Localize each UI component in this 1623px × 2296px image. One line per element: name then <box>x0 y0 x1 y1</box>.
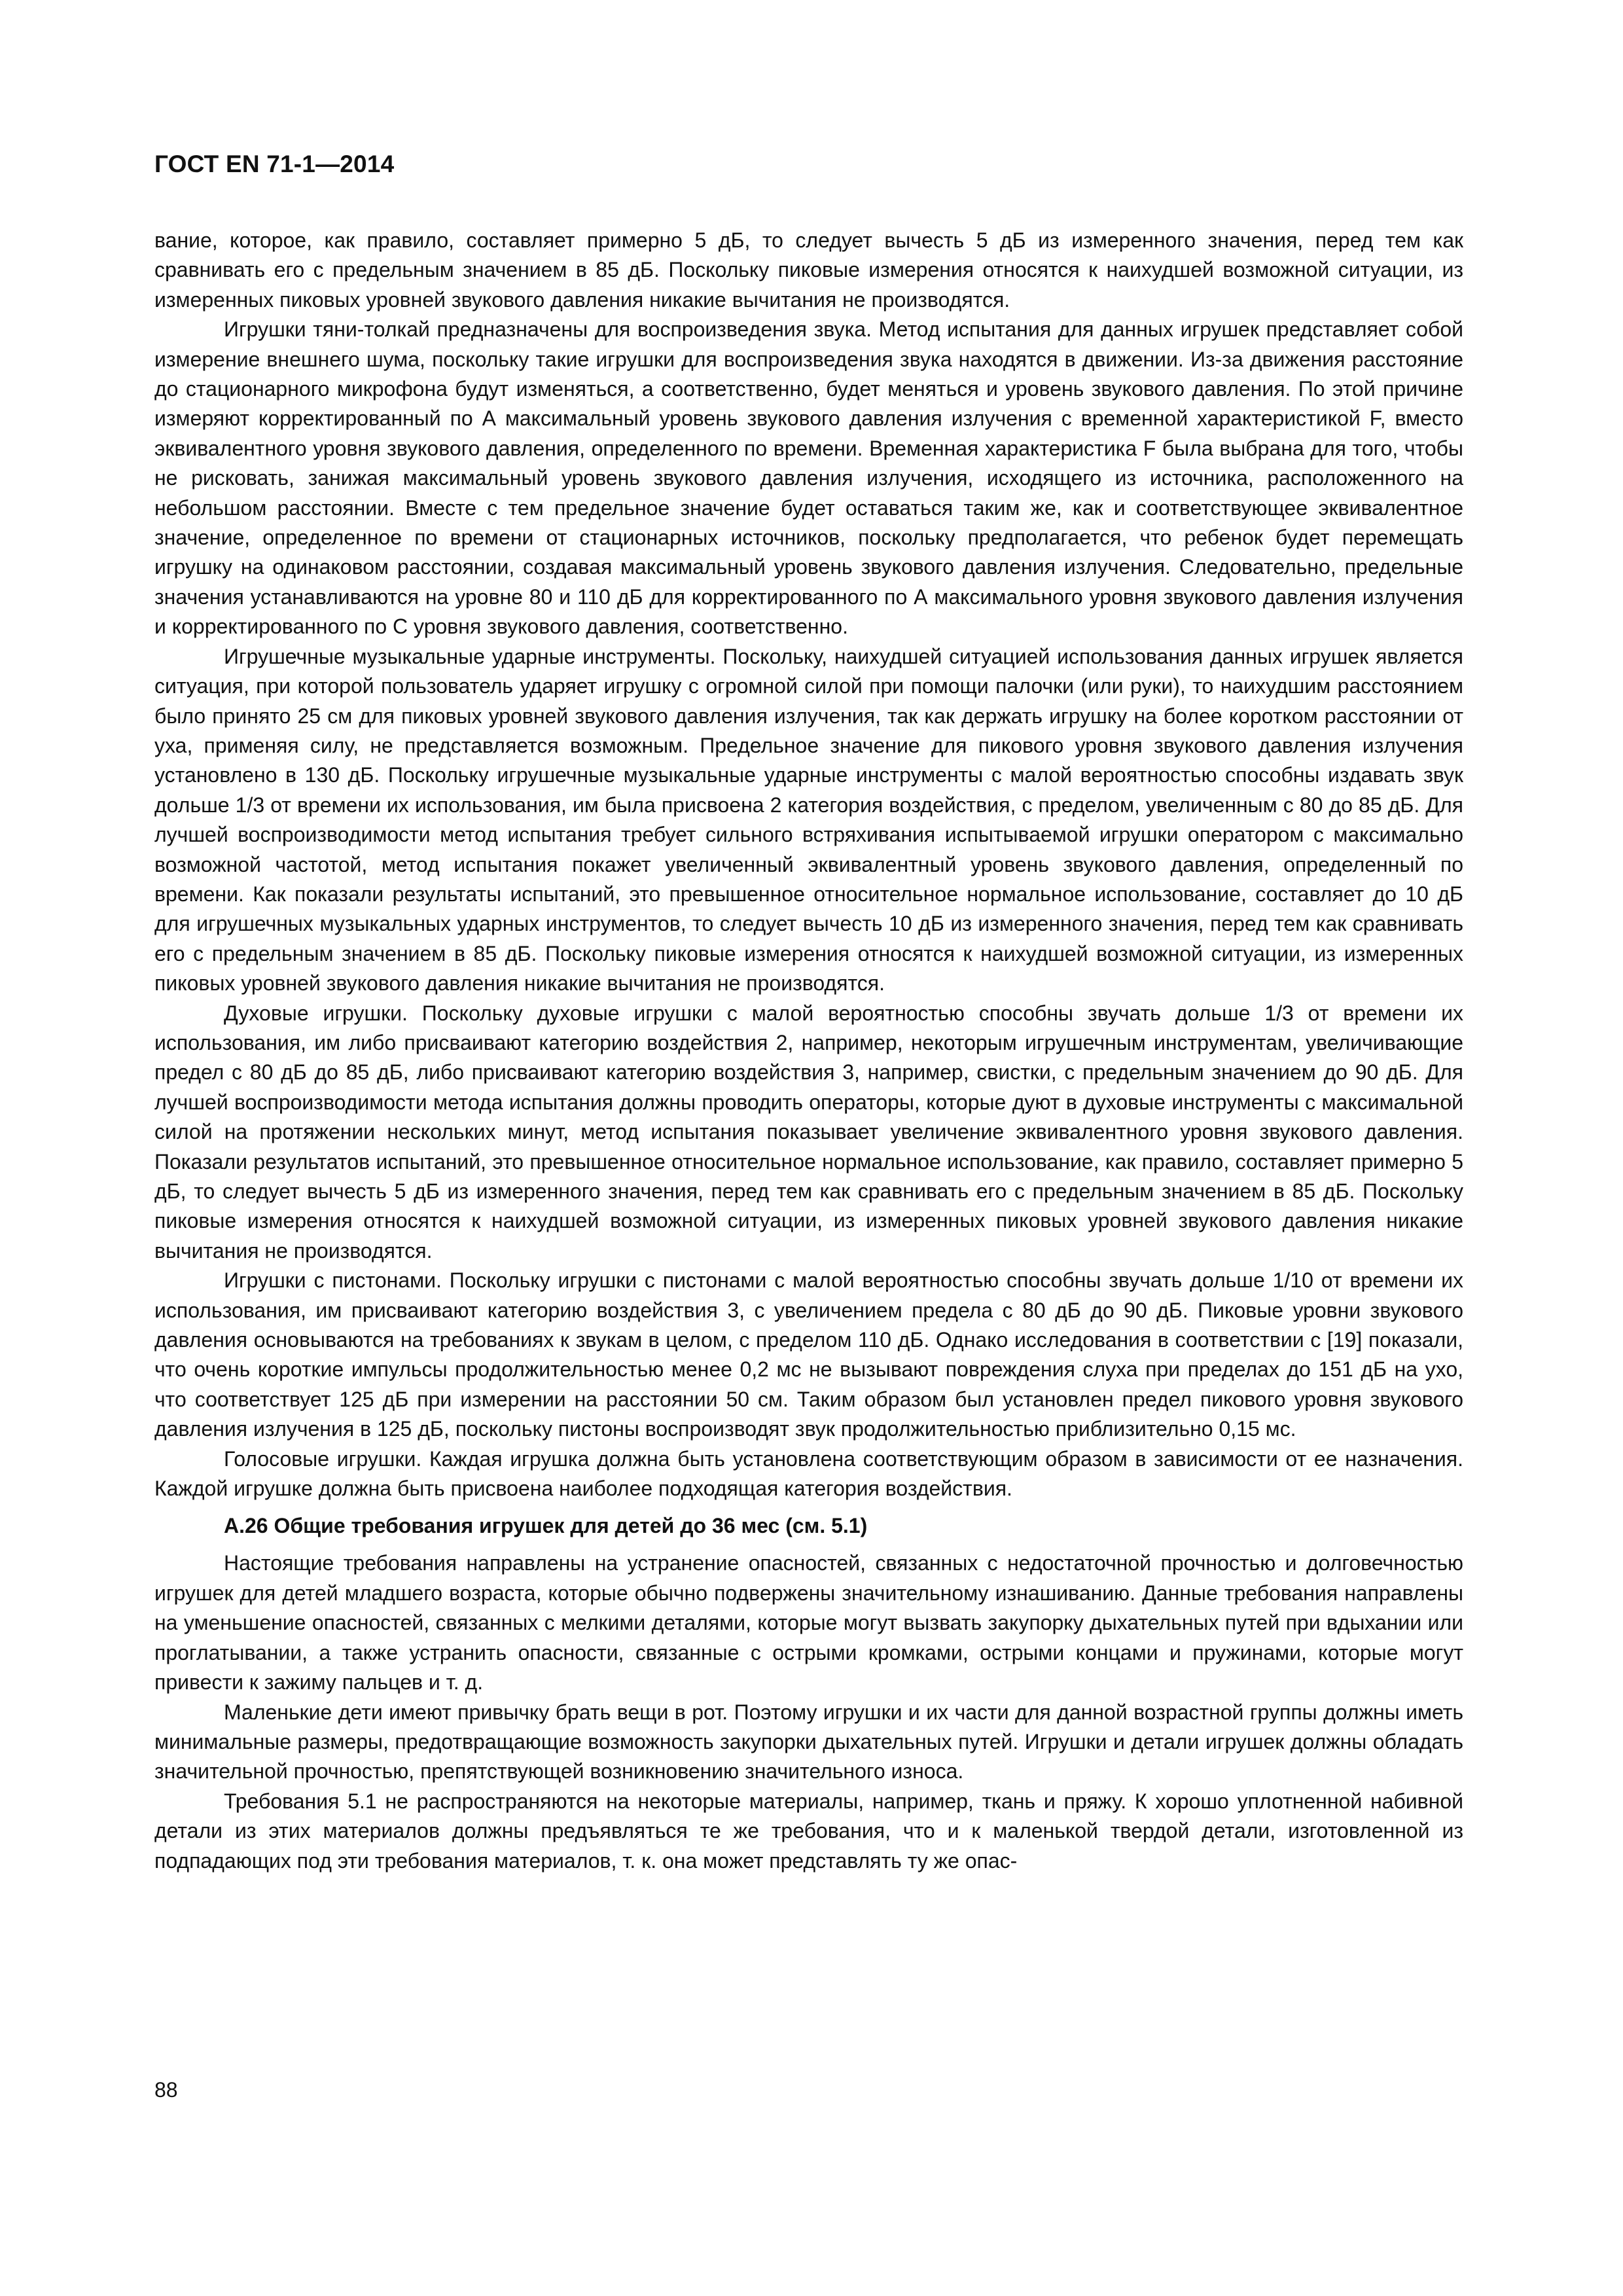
paragraph: Игрушки с пистонами. Поскольку игрушки с пистонами с малой вероятностью способны звучать дольше 1/10 от времени их использования, им присваивают категорию воздействия 3, с увеличением предела с 80 дБ до 90 дБ. Пиковые уровни звукового давления основываются на требованиях к звукам в целом, с пределом 110 дБ. Однако исследования в соответствии с [19] показали, что очень короткие импульсы продолжительностью менее 0,2 мс не вызывают повреждения слуха при пределах до 151 дБ на ухо, что соответствует 125 дБ при измерении на расстоянии 50 см. Таким образом был установлен предел пикового уровня звукового давления излучения в 125 дБ, поскольку пистоны воспроизводят звук продолжительностью приблизительно 0,15 мс. <box>154 1268 1463 1441</box>
section-heading: А.26 Общие требования игрушек для детей до 36 мес (см. 5.1) <box>224 1514 868 1538</box>
paragraph: Требования 5.1 не распространяются на некоторые материалы, например, ткань и пряжу. К хорошо уплотненной набивной детали из этих материалов должны предъявляться те же требования, что и к маленькой твердой детали, изготовленной из подпадающих под эти требования материалов, т. к. она может представлять ту же опас- <box>154 1789 1463 1873</box>
paragraph: Голосовые игрушки. Каждая игрушка должна быть установлена соответствующим образом в зависимости от ее назначения. Каждой игрушке должна быть присвоена наиболее подходящая категория воздействия. <box>154 1446 1463 1501</box>
paragraph: Игрушки тяни-толкай предназначены для воспроизведения звука. Метод испытания для данных игрушек представляет собой измерение внешнего шума, поскольку такие игрушки для воспроизведения звука находятся в движении. Из-за движения расстояние до стационарного микрофона будут изменяться, а соответственно, будет меняться и уровень звукового давления. По этой причине измеряют корректированный по А максимальный уровень звукового давления излучения с временной характеристикой F, вместо эквивалентного уровня звукового давления, определенного по времени. Временная характеристика F была выбрана для того, чтобы не рисковать, занижая максимальный уровень звукового давления излучения, исходящего из источника, расположенного на небольшом расстоянии. Вместе с тем предельное значение будет оставаться таким же, как и соответствующее эквивалентное значение, определенное по времени от стационарных источников, поскольку предполагается, что ребенок будет перемещать игрушку на одинаковом расстоянии, создавая максимальный уровень звукового давления излучения. Следовательно, предельные значения устанавливаются на уровне 80 и 110 дБ для корректированного по А максимального уровня звукового давления излучения и корректированного по С уровня звукового давления, соответственно. <box>154 317 1463 639</box>
page-number: 88 <box>154 2078 178 2102</box>
paragraph: вание, которое, как правило, составляет примерно 5 дБ, то следует вычесть 5 дБ из измеренного значения, перед тем как сравнивать его с предельным значением в 85 дБ. Поскольку пиковые измерения относятся к наихудшей возможной ситуации, из измеренных пиковых уровней звукового давления никакие вычитания не производятся. <box>154 228 1463 312</box>
document-header: ГОСТ EN 71-1—2014 <box>154 151 395 177</box>
document-body <box>154 226 1463 1876</box>
paragraph: Духовые игрушки. Поскольку духовые игрушки с малой вероятностью способны звучать дольше 1/3 от времени их использования, им либо присваивают категорию воздействия 2, например, некоторым игрушечным инструментам, увеличивающие предел с 80 дБ до 85 дБ, либо присваивают категорию воздействия 3, например, свистки, с предельным значением до 90 дБ. Для лучшей воспроизводимости метода испытания должны проводить операторы, которые дуют в духовые инструменты с максимальной силой на протяжении нескольких минут, метод испытания показывает увеличение эквивалентного уровня звукового давления. Показали результатов испытаний, это превышенное относительное нормальное использование, как правило, составляет примерно 5 дБ, то следует вычесть 5 дБ из измеренного значения, перед тем как сравнивать его с предельным значением в 85 дБ. Поскольку пиковые измерения относятся к наихудшей возможной ситуации, из измеренных пиковых уровней звукового давления никакие вычитания не производятся. <box>154 1001 1463 1263</box>
paragraph: Маленькие дети имеют привычку брать вещи в рот. Поэтому игрушки и их части для данной возрастной группы должны иметь минимальные размеры, предотвращающие возможность закупорки дыхательных путей. Игрушки и детали игрушек должны обладать значительной прочностью, препятствующей возникновению значительного износа. <box>154 1700 1463 1784</box>
paragraph: Игрушечные музыкальные ударные инструменты. Поскольку, наихудшей ситуацией использования данных игрушек является ситуация, при которой пользователь ударяет игрушку с огромной силой при помощи палочки (или руки), то наихудшим расстоянием было принято 25 см для пиковых уровней звукового давления излучения, так как держать игрушку на более коротком расстоянии от уха, применяя силу, не представляется возможным. Предельное значение для пикового уровня звукового давления излучения установлено в 130 дБ. Поскольку игрушечные музыкальные ударные инструменты с малой вероятностью способны издавать звук дольше 1/3 от времени их использования, им была присвоена 2 категория воздействия, с пределом, увеличенным с 80 до 85 дБ. Для лучшей воспроизводимости метод испытания требует сильного встряхивания испытываемой игрушки оператором с максимально возможной частотой, метод испытания покажет увеличенный эквивалентный уровень звукового давления, определенный по времени. Как показали результаты испытаний, это превышенное относительное нормальное использование, составляет до 10 дБ для игрушечных музыкальных ударных инструментов, то следует вычесть 10 дБ из измеренного значения, перед тем как сравнивать его с предельным значением в 85 дБ. Поскольку пиковые измерения относятся к наихудшей возможной ситуации, из измеренных пиковых уровней звукового давления никакие вычитания не производятся. <box>154 644 1463 996</box>
paragraph: Настоящие требования направлены на устранение опасностей, связанных с недостаточной прочностью и долговечностью игрушек для детей младшего возраста, которые обычно подвержены значительному изнашиванию. Данные требования направлены на уменьшение опасностей, связанных с мелкими деталями, которые могут вызвать закупорку дыхательных путей при вдыхании или проглатывании, а также устранить опасности, связанные с острыми кромками, острыми концами и пружинами, которые могут привести к зажиму пальцев и т. д. <box>154 1551 1463 1695</box>
